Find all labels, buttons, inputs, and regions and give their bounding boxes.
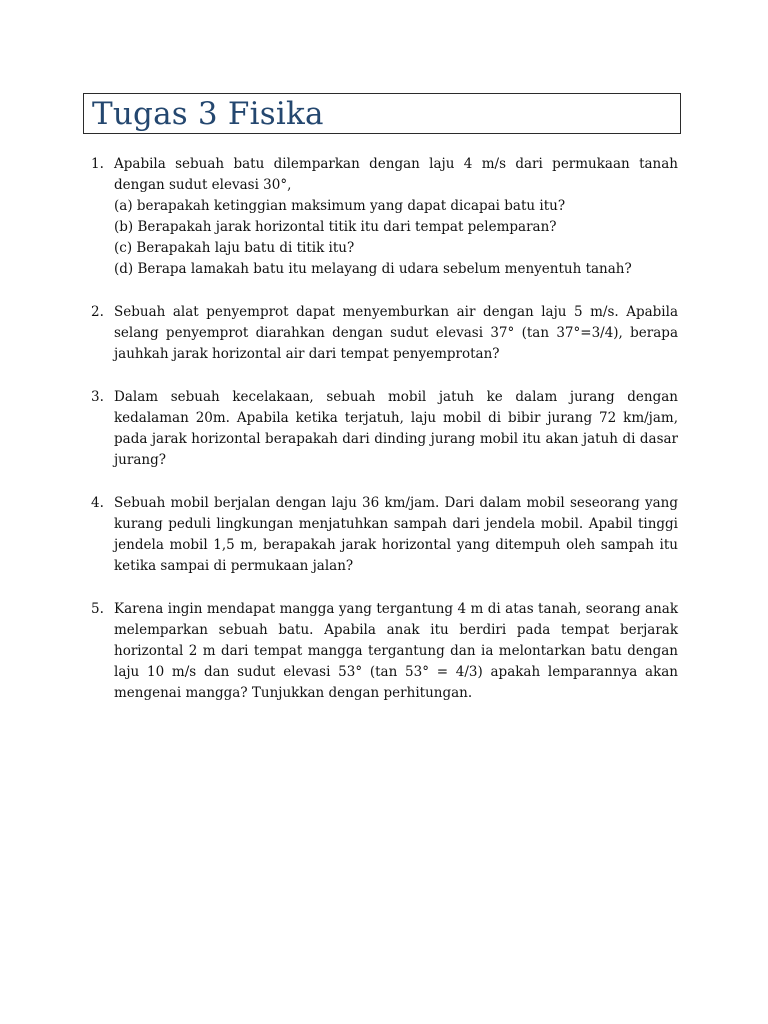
question-text: Apabila sebuah batu dilemparkan dengan laju 4 m/s dari permukaan tanah dengan sudut elevasi 30°, bbox=[114, 156, 678, 193]
subquestion-b: (b) Berapakah jarak horizontal titik itu dari tempat pelemparan? bbox=[114, 219, 557, 235]
title-box bbox=[83, 93, 681, 134]
question-1 bbox=[80, 154, 678, 280]
question-list bbox=[80, 154, 678, 726]
question-number: 2. bbox=[91, 304, 104, 320]
question-2 bbox=[80, 302, 678, 365]
subquestion-d: (d) Berapa lamakah batu itu melayang di udara sebelum menyentuh tanah? bbox=[114, 261, 632, 277]
page-title: Tugas 3 Fisika bbox=[92, 96, 324, 132]
question-4 bbox=[80, 493, 678, 577]
subquestion-c: (c) Berapakah laju batu di titik itu? bbox=[114, 240, 355, 256]
question-number: 5. bbox=[91, 601, 104, 617]
question-text: Sebuah mobil berjalan dengan laju 36 km/jam. Dari dalam mobil seseorang yang kurang peduli lingkungan menjatuhkan sampah dari jendela mobil. Apabil tinggi jendela mobil 1,5 m, berapakah jarak horizontal yang ditempuh oleh sampah itu ketika sampai di permukaan jalan? bbox=[114, 495, 678, 574]
question-5 bbox=[80, 599, 678, 704]
question-3 bbox=[80, 387, 678, 471]
question-text: Karena ingin mendapat mangga yang tergantung 4 m di atas tanah, seorang anak melemparkan sebuah batu. Apabila anak itu berdiri pada tempat berjarak horizontal 2 m dari tempat mangga tergantung dan ia melontarkan batu dengan laju 10 m/s dan sudut elevasi 53° (tan 53° = 4/3) apakah lemparannya akan mengenai mangga? Tunjukkan dengan perhitungan. bbox=[114, 601, 678, 701]
question-text: Dalam sebuah kecelakaan, sebuah mobil jatuh ke dalam jurang dengan kedalaman 20m. Apabila ketika terjatuh, laju mobil di bibir jurang 72 km/jam, pada jarak horizontal berapakah dari dinding jurang mobil itu akan jatuh di dasar jurang? bbox=[114, 389, 678, 468]
question-text: Sebuah alat penyemprot dapat menyemburkan air dengan laju 5 m/s. Apabila selang penyemprot diarahkan dengan sudut elevasi 37° (tan 37°=3/4), berapa jauhkah jarak horizontal air dari tempat penyemprotan? bbox=[114, 304, 678, 362]
question-number: 4. bbox=[91, 495, 104, 511]
question-number: 3. bbox=[91, 389, 104, 405]
question-number: 1. bbox=[91, 156, 104, 172]
subquestion-a: (a) berapakah ketinggian maksimum yang dapat dicapai batu itu? bbox=[114, 198, 566, 214]
